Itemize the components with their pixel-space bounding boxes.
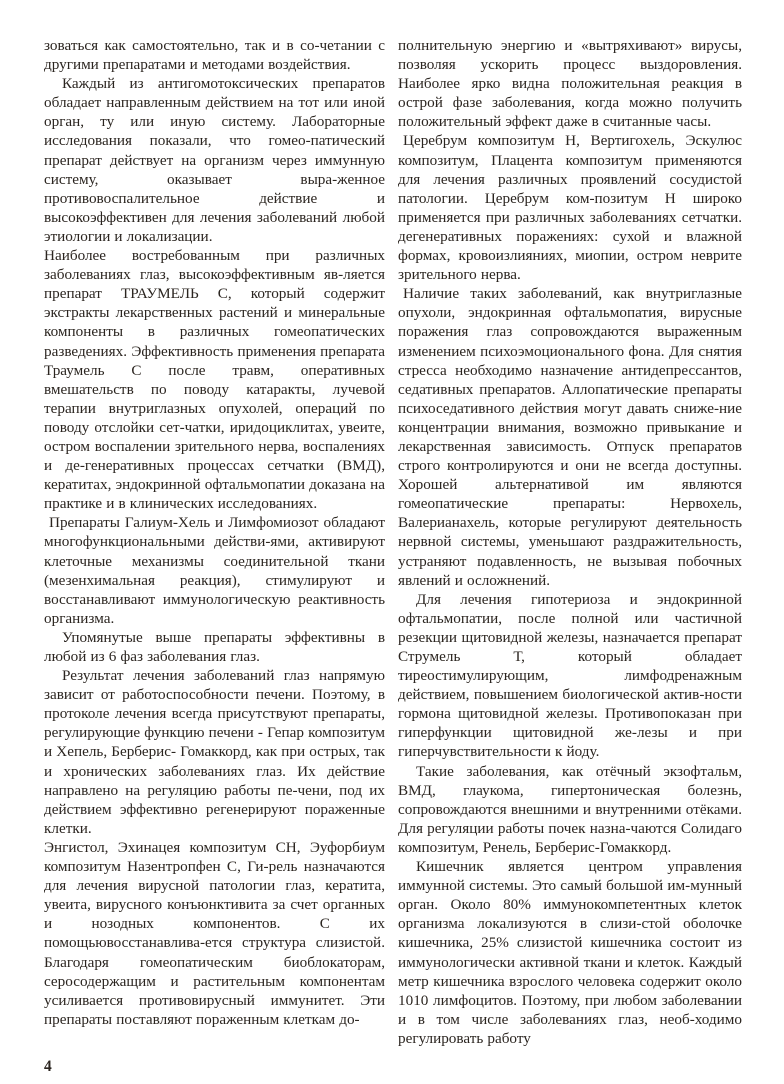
paragraph: Наличие таких заболеваний, как внутриглазные опухоли, эндокринная офтальмопатия, вирусные поражения глаз сопровождаются выраженным изменением психоэмоционального фона. Для снятия стресса необходимо назначение антидепрессантов, седативных препаратов. Аллопатические препараты психоседативного действия могут давать сниже-ние концентрации внимания, возможно привыкание и лекарственная зависимость. Отпуск препаратов строго контролируются и они не всегда доступны. Хорошей альтернативой им являются гомеопатические препараты: Нервохель, Валерианахель, которые регулируют деятельность нервной системы, уменьшают раздражительность, устраняют подавленность, не вызывая побочных явлений и осложнений. xyxy=(398,285,742,589)
paragraph: Для лечения гипотериоза и эндокринной офтальмопатии, после полной или частичной резекции щитовидной железы, назначается препарат Струмель Т, который обладает тиреостимулирующим, лимфодренажным действием, повышением биологической актив-ности гормона щитовидной железы. Противопоказан при гиперфункции щитовидной же-лезы и при гиперчувствительности к йоду. xyxy=(398,590,742,761)
paragraph: Такие заболевания, как отёчный экзофтальм, ВМД, глаукома, гипертоническая болезнь, сопровождаются внешними и внутренними отёками. Для регуляции работы почек назна-чаются Солидаго композитум, Ренель, Берберис-Гомаккорд. xyxy=(398,762,742,856)
paragraph: Препараты Галиум-Хель и Лимфомиозот обладают многофункциональными действи-ями, активируют клеточные механизмы соединительной ткани (мезенхимальная реакция), стимулируют и восстанавливают иммунологическую реактивность организма. xyxy=(44,514,385,627)
paragraph: Упомянутые выше препараты эффективны в любой из 6 фаз заболевания глаз. xyxy=(44,628,385,665)
paragraph: Энгистол, Эхинацея композитум СН, Эуфорбиум композитум Назентропфен С, Ги-рель назначаются для лечения вирусной патологии глаз, кератита, увеита, вирусного конъюнктивита за счет органных и нозодных компонентов. С их помощьювосстанавлива-ется структура слизистой. Благодаря гомеопатическим биоблокаторам, серосодержащим и растительным компонентам усиливается противовирусный иммунитет. Эти препараты поставляют пораженным клеткам до- xyxy=(44,838,385,1028)
paragraph: Кишечник является центром управления иммунной системы. Это самый большой им-мунный орган. Около 80% иммунокомпетентных клеток организма локализуются в слизи-стой оболочке кишечника, 25% слизистой кишечника состоит из иммунологически активной ткани и клеток. Каждый метр кишечника взрослого человека содержит около 1010 лимфоцитов. Поэтому, при любом заболевании и в том числе заболеваниях глаз, необ-ходимо регулировать работу xyxy=(398,858,742,1047)
page-number: 4 xyxy=(44,1058,52,1075)
paragraph: зоваться как самостоятельно, так и в со-четании с другими препаратами и методами воздействия. xyxy=(44,37,385,74)
paragraph: полнительную энергию и «вытряхивают» вирусы, позволяя ускорить процесс выздоровления. Наиболее ярко видна положительная реакция в острой фазе заболевания, когда можно получить положительный эффект даже в считанные часы. xyxy=(398,37,742,131)
paragraph: Каждый из антигомотоксических препаратов обладает направленным действием на тот или иной орган, ту или иную систему. Лабораторные исследования показали, что гомео-патический препарат действует на организм через иммунную систему, оказывает выра-женное противовоспалительное действие и высокоэффективен для лечения заболеваний любой этиологии и локализации. xyxy=(44,75,385,245)
right-column xyxy=(398,36,742,1048)
paragraph: Результат лечения заболеваний глаз напрямую зависит от работоспособности печени. Поэтому, в протоколе лечения всегда присутствуют препараты, регулирующие функцию печени - Гепар композитум и Хепель, Берберис- Гомаккорд, как при острых, так и хронических заболеваниях глаз. Их действие направлено на регуляцию работы пе-чени, под их действием эффективно регенерируют пораженные клетки. xyxy=(44,667,385,837)
paragraph: Наиболее востребованным при различных заболеваниях глаз, высокоэффективным яв-ляется препарат ТРАУМЕЛЬ С, который содержит экстракты лекарственных растений и минеральные компоненты в различных гомеопатических разведениях. Эффективность применения препарата Траумель С после травм, оперативных вмешательств по поводу катаракты, лучевой терапии внутриглазных опухолей, операций по поводу отслойки сет-чатки, иридоциклитах, увеите, остром воспалении зрительного нерва, воспалениях и де-генеративных процессах сетчатки (ВМД), кератитах, эндокринной офтальмопатии доказана на практике и в клинических исследованиях. xyxy=(44,247,385,513)
text-columns xyxy=(44,36,742,1048)
paragraph: Церебрум композитум Н, Вертигохель, Эскулюс композитум, Плацента композитум применяются для лечения различных проявлений сосудистой патологии. Церебрум ком-позитум Н широко применяется при различных заболеваниях сетчатки. дегенеративных поражениях: сухой и влажной формах, кровоизлияниях, миопии, остром неврите зрительного нерва. xyxy=(398,132,742,284)
left-column xyxy=(44,36,385,1048)
